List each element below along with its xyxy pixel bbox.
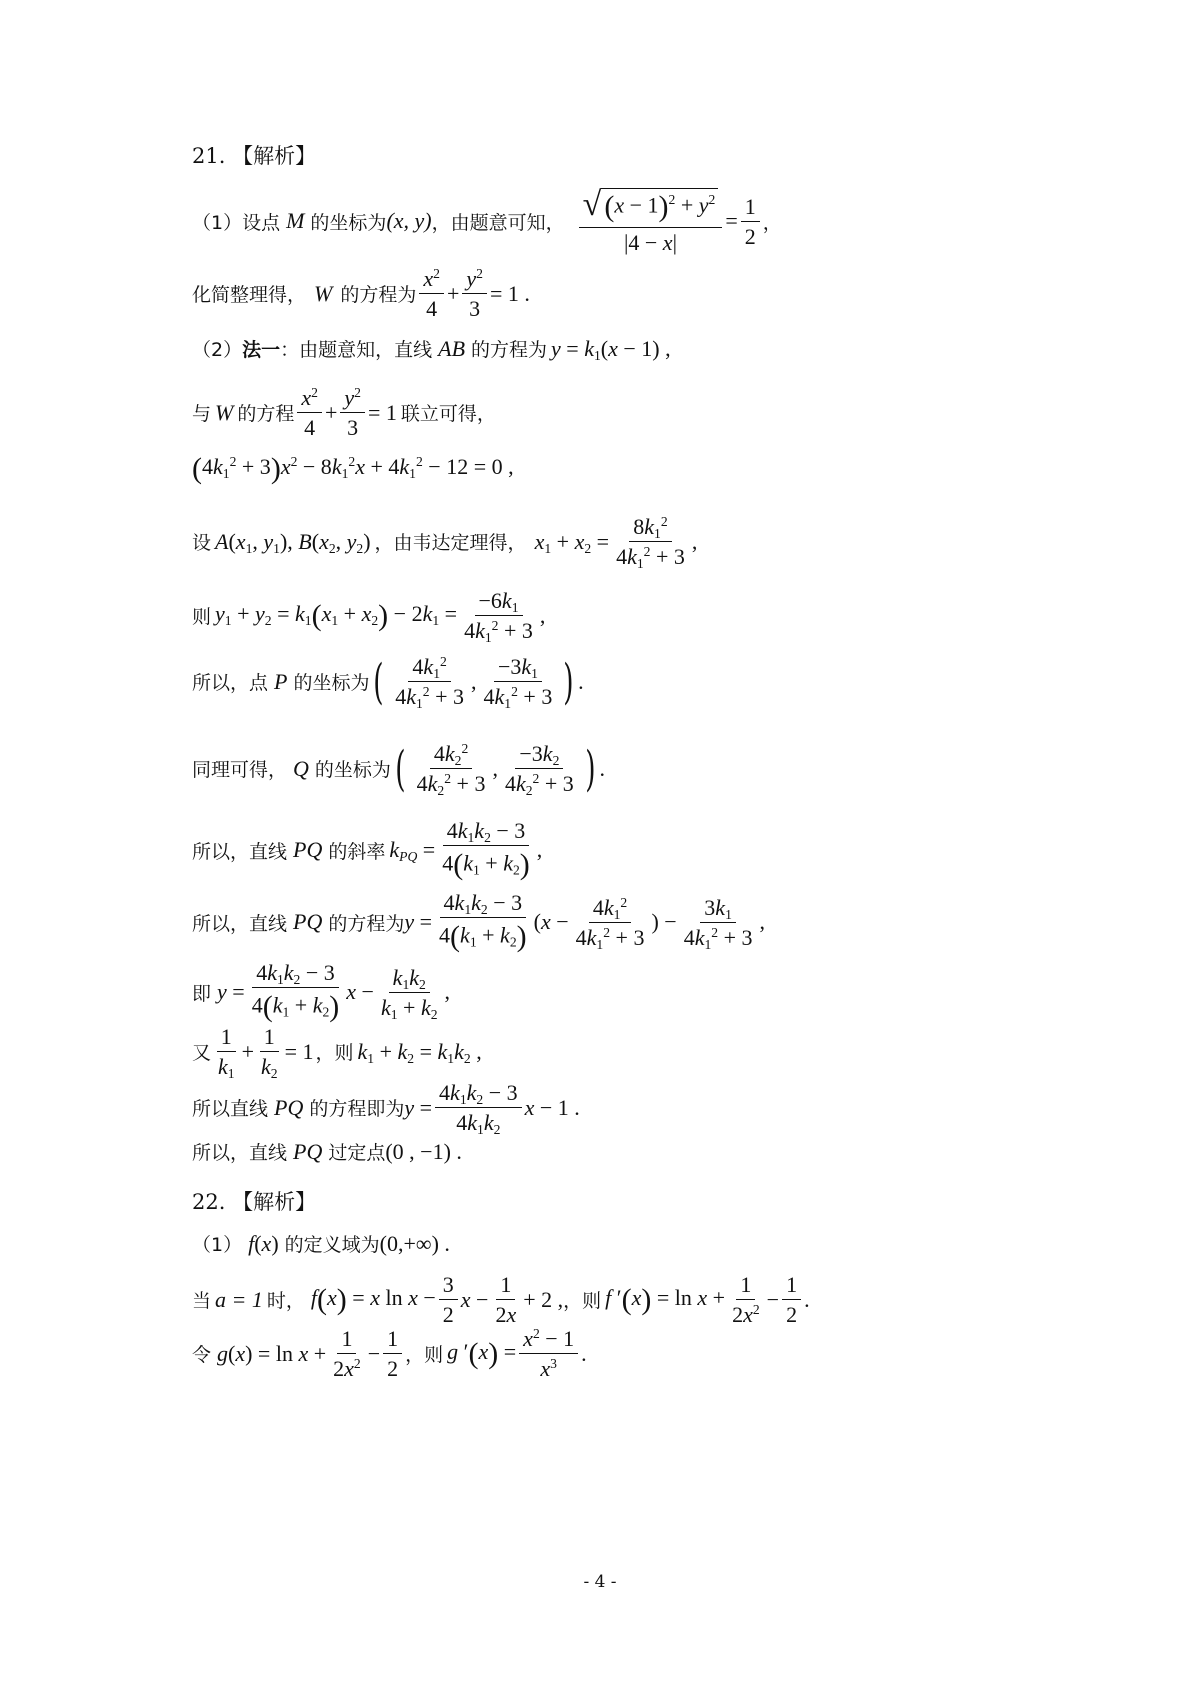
- q21-Q-line: 同理可得， Q 的坐标为 ( $4k_2^2$ $4k_2^2 + 3$ , $-3k_2$ $4k_2^2 + 3$ ) .: [192, 740, 606, 799]
- q21-ysum-line: 则 $y_1 + y_2 = k_1(x_1 + x_2) - 2k_1$ = $\frac{-6k_1}{4k_1^2 + 3}$ ,: [192, 588, 546, 646]
- q21-combine-text: 与: [192, 403, 212, 426]
- var-Q: Q: [293, 755, 309, 781]
- page-number: - 4 -: [583, 1572, 617, 1592]
- q21-P-line: 所以，点 P 的坐标为 ( $4k_1^2$ $4k_1^2 + 3$ , $-3k_1$ $4k_1^2 + 3$ ) .: [192, 653, 584, 712]
- y2-over-3: $\frac{y^2}{3}$: [462, 266, 487, 322]
- one-over-k1: 1 $k_1$: [218, 1024, 235, 1082]
- var-P: P: [274, 668, 288, 694]
- q21-ellipse-text: 化简整理得，: [192, 284, 307, 307]
- q21-vieta-text: 设: [192, 532, 212, 555]
- q21-final-eq-text: 所以直线: [192, 1098, 269, 1121]
- q21-PQ-eq-mid: 的方程为: [328, 912, 405, 935]
- condition-a1: a = 1: [215, 1286, 263, 1312]
- q21-Q-text: 同理可得，: [192, 759, 288, 782]
- three-halves: $\frac{3}{2}$: [439, 1272, 458, 1328]
- q22-a1-mid: 时，: [266, 1290, 305, 1313]
- line-AB-equation: $y = k_1(x - 1)$ ,: [551, 335, 671, 363]
- q21-fixed-point-text: 所以，直线: [192, 1142, 288, 1164]
- q22-part1-label: （1）: [192, 1234, 243, 1256]
- q21-ie-text: 即: [192, 982, 212, 1005]
- q21-part2-line: [192, 335, 671, 362]
- final-slope-frac: $\frac{4k_1k_2 - 3}{4k_1k_2}$: [435, 1080, 522, 1136]
- q21-PQ-eq-text: 所以，直线: [192, 912, 288, 935]
- q22-heading-text: 22. 【解析】: [192, 1190, 317, 1214]
- domain-value: (0,+∞) .: [379, 1230, 450, 1256]
- quadratic-equation: $(4k_1^2 + 3)x^2 - 8k_1^2x + 4k_1^2 - 12 = 0$ ,: [192, 452, 514, 485]
- q21-part2-mid: 的方程为: [471, 339, 548, 361]
- q21-part1-mid: 的坐标为: [310, 211, 387, 234]
- q21-final-eq-line: 所以直线 PQ 的方程即为 y = $\frac{4k_1k_2 - 3}{4k_1k_2}$ x − 1 .: [192, 1080, 580, 1138]
- var-M: M: [286, 208, 305, 234]
- line-PQ-3: PQ: [274, 1094, 304, 1120]
- g-one-over-2x2: $\frac{1}{2x^2}$: [333, 1326, 361, 1382]
- q21-combine-mid: 的方程: [237, 403, 295, 426]
- line-PQ-2: PQ: [293, 909, 323, 935]
- g-one-half: $\frac{1}{2}$: [383, 1326, 402, 1382]
- q21-part2-label: （2）: [192, 339, 243, 361]
- q21-part1-tail: ，: [762, 211, 782, 234]
- q21-slope-mid: 的斜率: [328, 840, 386, 863]
- q22-g-line: 令 g(x) = ln x + $\frac{1}{2x^2}$ − $\frac{1}{2}$ ，则 g ′(x) = $\frac{x^2 - 1}{x^3}$ .: [192, 1325, 587, 1382]
- sum-x-fraction: $\frac{8k_1^2}{4k_1^2 + 3}$: [616, 513, 685, 572]
- q21-slope-line: 所以，直线 PQ 的斜率 $k_{PQ}$ = $\frac{4k_1k_2 - 3}{4(k_1 + k_2)}$ ,: [192, 818, 543, 882]
- q21-Q-mid: 的坐标为: [314, 759, 391, 782]
- q21-part1-line: （1）设点 M 的坐标为 (x, y) ，由题意可知， √ $(x - 1)^2 + y^2$ |4 − x| = $\frac{1}{2}$ ，: [192, 186, 782, 255]
- line-AB: AB: [438, 335, 466, 361]
- q22-domain-line: （1） f(x) 的定义域为 (0,+∞) .: [192, 1230, 450, 1256]
- one-over-k2: $\frac{1}{k_2}$: [261, 1024, 278, 1082]
- q21-part2-text: ：由题意知，直线: [280, 339, 433, 361]
- q21-ysum-text: 则: [192, 606, 212, 629]
- q21-fixed-point-line: [192, 1138, 462, 1165]
- g-prime-frac: $\frac{x^2 - 1}{x^3}$: [519, 1326, 578, 1382]
- PQ-slope-frac-2: $\frac{4k_1k_2 - 3}{4(k_1 + k_2)}$: [439, 890, 527, 954]
- q21-also-line: 又 1 $k_1$ + $\frac{1}{k_2}$ = 1 ，则 $k_1 + k_2 = k_1k_2$ ,: [192, 1024, 482, 1082]
- ellipse-eq-rhs: = 1 .: [489, 280, 530, 306]
- q21-also-mid: ，则: [315, 1042, 354, 1065]
- q22-heading: [192, 1186, 316, 1216]
- PQ-x0-frac: $\frac{4k_1^2}{4k_1^2 + 3}$: [575, 894, 645, 952]
- q21-ellipse-line: 化简整理得， W 的方程为 $x^2$ 4 + $\frac{y^2}{3}$ = 1 .: [192, 265, 530, 322]
- one-over-2x2: $\frac{1}{2x^2}$: [732, 1272, 760, 1328]
- Q-y-fraction: $-3k_2$ $4k_2^2 + 3$: [504, 741, 574, 799]
- q21-combine-line: 与 W 的方程 $x^2$ 4 + $\frac{y^2}{3}$ = 1 联立可得，: [192, 384, 496, 441]
- q21-P-text: 所以，点: [192, 672, 269, 695]
- slope-fraction: $\frac{4k_1k_2 - 3}{4(k_1 + k_2)}$: [442, 818, 530, 882]
- q21-PQ-eq-line: 所以，直线 PQ 的方程为 y = $\frac{4k_1k_2 - 3}{4(k_1 + k_2)}$ (x − $\frac{4k_1^2}{4k_1^2 + 3}$ ) − $\frac{3k_1}{4k_1^2 + 3}$ ,: [192, 890, 765, 954]
- q21-part1-after: ，由题意可知，: [431, 211, 565, 234]
- Q-x-fraction: $4k_2^2$ $4k_2^2 + 3$: [416, 740, 486, 799]
- ie-intercept-frac: $\frac{k_1k_2}{k_1 + k_2}$: [380, 964, 438, 1022]
- q22-a1-then: ，则: [563, 1290, 602, 1313]
- distance-ratio-equation: √ $(x - 1)^2 + y^2$ |4 − x|: [579, 188, 723, 255]
- y2-over-3-b: $\frac{y^2}{3}$: [340, 385, 365, 441]
- sum-y-fraction: $\frac{-6k_1}{4k_1^2 + 3}$: [464, 588, 533, 646]
- q21-combine-tail: 联立可得，: [400, 403, 496, 426]
- var-W: W: [314, 280, 333, 306]
- one-half-b: $\frac{1}{2}$: [782, 1272, 801, 1328]
- line-PQ: PQ: [293, 837, 323, 863]
- q22-g-then: ，则: [405, 1344, 444, 1367]
- q21-fixed-point-mid: 过定点: [328, 1142, 386, 1164]
- x2-over-4: $x^2$ 4: [419, 266, 444, 322]
- one-over-2x: $\frac{1}{2x}$: [495, 1272, 517, 1328]
- q22-a1-text: 当: [192, 1290, 212, 1313]
- q21-part1-label: （1）设点: [192, 211, 281, 234]
- q21-also-text: 又: [192, 1042, 212, 1065]
- ie-slope-frac: $\frac{4k_1k_2 - 3}{4(k_1 + k_2)}$: [251, 960, 340, 1024]
- method-label: 法一: [242, 339, 281, 361]
- P-y-fraction: $-3k_1$ $4k_1^2 + 3$: [483, 654, 553, 712]
- q22-g-text: 令: [192, 1344, 212, 1367]
- points-AB: $A(x_1$, $y_1$), $B(x_2$, $y_2$): [215, 528, 371, 556]
- q21-vieta-mid: ，由韦达定理得，: [374, 532, 527, 555]
- x2-over-4-b: $x^2$ 4: [297, 385, 322, 441]
- var-W-2: W: [215, 399, 234, 425]
- q21-final-eq-mid: 的方程即为: [309, 1098, 405, 1121]
- fixed-point: (0 , −1) .: [385, 1138, 462, 1164]
- coord-xy: (x, y): [386, 208, 432, 234]
- line-PQ-4: PQ: [293, 1138, 323, 1164]
- q22-domain-mid: 的定义域为: [284, 1234, 380, 1256]
- q21-quadratic-line: [192, 452, 514, 486]
- q22-a1-line: 当 a = 1 时， f(x) = x ln x − $\frac{3}{2}$ x − $\frac{1}{2x}$ + 2 , ，则 f ′(x) = ln x + $\frac{1}{2x^2}$ − $\frac{1}{2}$ .: [192, 1272, 810, 1328]
- q21-slope-text: 所以，直线: [192, 840, 288, 863]
- q21-ie-line: 即 y = $\frac{4k_1k_2 - 3}{4(k_1 + k_2)}$ x − $\frac{k_1k_2}{k_1 + k_2}$ ,: [192, 960, 451, 1024]
- q21-ellipse-mid: 的方程为: [340, 284, 417, 307]
- q21-heading-text: 21. 【解析】: [192, 144, 317, 168]
- P-x-fraction: $4k_1^2$ $4k_1^2 + 3$: [395, 653, 465, 712]
- q21-vieta-line: 设 $A(x_1$, $y_1$), $B(x_2$, $y_2$) ，由韦达定理得， $x_1 + x_2$ = $\frac{8k_1^2}{4k_1^2 + 3}$ ,: [192, 513, 698, 572]
- PQ-y0-frac: $\frac{3k_1}{4k_1^2 + 3}$: [683, 894, 753, 952]
- q21-heading: [192, 140, 316, 170]
- q21-P-mid: 的坐标为: [293, 672, 370, 695]
- half-fraction: $\frac{1}{2}$: [741, 194, 760, 250]
